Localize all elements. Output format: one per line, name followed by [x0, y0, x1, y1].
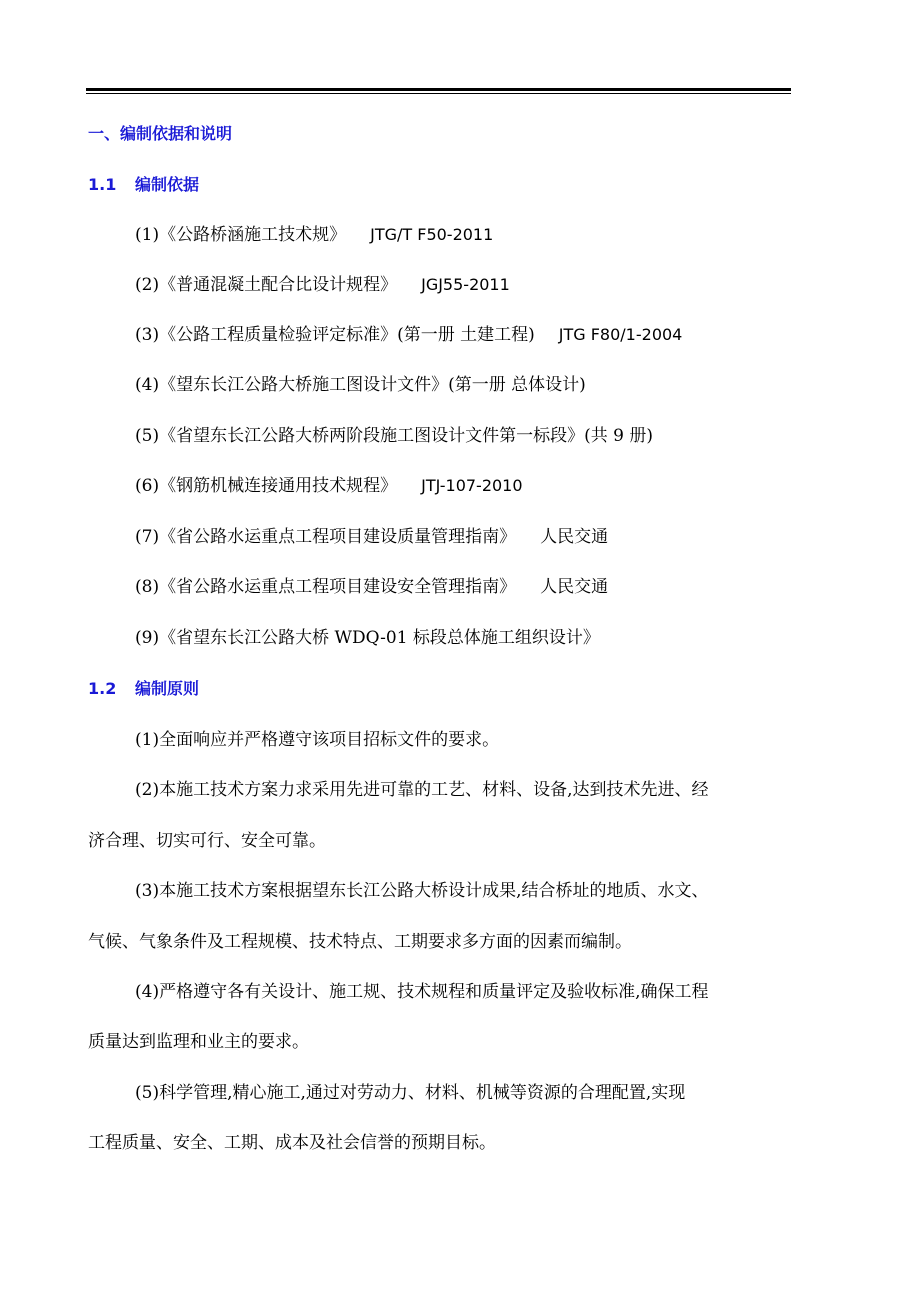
- reference-item: [135, 474, 523, 498]
- reference-publisher: 人民交通: [540, 577, 609, 597]
- reference-item: [135, 424, 653, 448]
- reference-title: (5)《省望东长江公路大桥两阶段施工图设计文件第一标段》(共 9 册): [135, 426, 653, 446]
- reference-code: JTG F80/1-2004: [558, 325, 683, 344]
- reference-item: [135, 626, 600, 650]
- section-number: 1.1: [88, 175, 117, 194]
- section-heading-1-1: [88, 173, 199, 197]
- header-rule-thick: [86, 88, 791, 91]
- reference-item: [135, 323, 682, 347]
- header-rule-thin: [86, 93, 791, 94]
- principle-2-line-2: 济合理、切实可行、安全可靠。: [88, 831, 326, 851]
- main-heading: 一、编制依据和说明: [88, 124, 233, 143]
- reference-code: JGJ55-2011: [421, 275, 510, 294]
- reference-code: JTJ-107-2010: [421, 476, 523, 495]
- reference-title: (7)《省公路水运重点工程项目建设质量管理指南》: [135, 527, 517, 547]
- section-title: 编制依据: [135, 175, 200, 194]
- reference-publisher: 人民交通: [540, 527, 609, 547]
- reference-title: (2)《普通混凝土配合比设计规程》: [135, 275, 398, 295]
- reference-title: (6)《钢筋机械连接通用技术规程》: [135, 476, 398, 496]
- reference-item: [135, 373, 586, 397]
- reference-item: [135, 575, 608, 599]
- principle-4-line-1: (4)严格遵守各有关设计、施工规、技术规程和质量评定及验收标准,确保工程: [135, 982, 709, 1002]
- reference-title: (1)《公路桥涵施工技术规》: [135, 225, 347, 245]
- principle-5-line-1: (5)科学管理,精心施工,通过对劳动力、材料、机械等资源的合理配置,实现: [135, 1083, 686, 1103]
- principle-1: (1)全面响应并严格遵守该项目招标文件的要求。: [135, 730, 500, 750]
- principle-3-line-2: 气候、气象条件及工程规模、技术特点、工期要求多方面的因素而编制。: [88, 932, 632, 952]
- principle-3-line-1: (3)本施工技术方案根据望东长江公路大桥设计成果,结合桥址的地质、水文、: [135, 881, 709, 901]
- section-title: 编制原则: [135, 679, 200, 698]
- reference-code: JTG/T F50-2011: [370, 225, 494, 244]
- reference-title: (9)《省望东长江公路大桥 WDQ-01 标段总体施工组织设计》: [135, 628, 600, 648]
- reference-title: (3)《公路工程质量检验评定标准》(第一册 土建工程): [135, 325, 535, 345]
- principle-5-line-2: 工程质量、安全、工期、成本及社会信誉的预期目标。: [88, 1133, 496, 1153]
- reference-item: [135, 223, 493, 247]
- reference-item: [135, 273, 510, 297]
- principle-2-line-1: (2)本施工技术方案力求采用先进可靠的工艺、材料、设备,达到技术先进、经: [135, 780, 709, 800]
- principle-4-line-2: 质量达到监理和业主的要求。: [88, 1032, 309, 1052]
- reference-title: (4)《望东长江公路大桥施工图设计文件》(第一册 总体设计): [135, 375, 586, 395]
- reference-item: [135, 525, 608, 549]
- section-heading-1-2: [88, 677, 199, 701]
- reference-title: (8)《省公路水运重点工程项目建设安全管理指南》: [135, 577, 517, 597]
- section-number: 1.2: [88, 679, 117, 698]
